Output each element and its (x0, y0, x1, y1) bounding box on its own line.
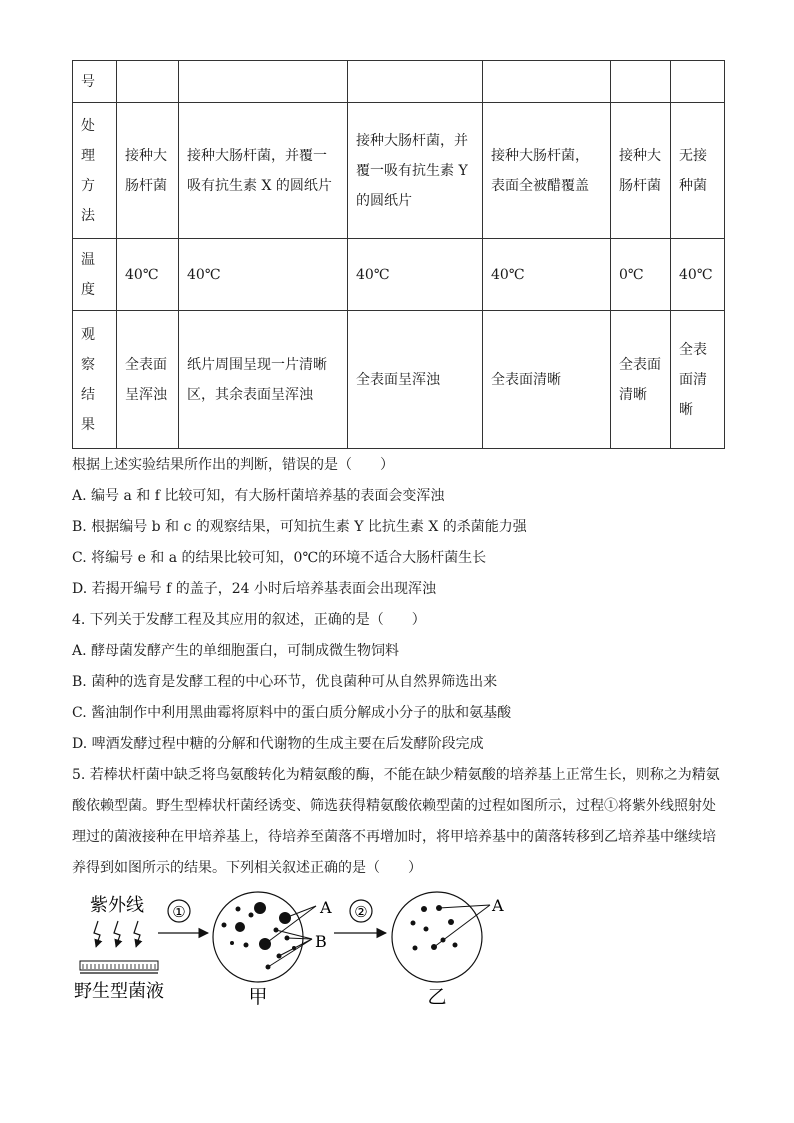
method-cell-d: 接种大肠杆菌， 表面全被醋覆盖 (483, 103, 611, 239)
row-label-temperature: 温 度 (73, 239, 117, 311)
dish-jia (213, 892, 316, 982)
step1-label: ① (172, 903, 186, 921)
q4-stem: 4. 下列关于发酵工程及其应用的叙述，正确的是（ ） (72, 612, 426, 628)
row-label-result: 观 察 结 果 (73, 311, 117, 449)
method-cell-b: 接种大肠杆菌，并覆一 吸有抗生素 X 的圆纸片 (179, 103, 348, 239)
result-cell-b: 纸片周围呈现一片清晰 区，其余表面呈浑浊 (179, 311, 348, 449)
experiment-table (72, 60, 725, 449)
table-cell (179, 61, 348, 103)
step2-label: ② (354, 903, 368, 921)
table-cell (671, 61, 725, 103)
method-cell-f: 无接 种菌 (671, 103, 725, 239)
temp-cell-c: 40℃ (348, 239, 483, 311)
q3-option-d: D. 若揭开编号 f 的盖子，24 小时后培养基表面会出现浑浊 (72, 581, 436, 597)
table-cell (348, 61, 483, 103)
q5-text: 5. 若棒状杆菌中缺乏将鸟氨酸转化为精氨酸的酶，不能在缺少精氨酸的培养基上正常生长，则称之为精氨酸依赖型菌。野生型棒状杆菌经诱变、筛选获得精氨酸依赖型菌的过程如图所示，过程①将紫外线照射处理过的菌液接种在甲培养基上，待培养至菌落不再增加时，将甲培养基中的菌落转移到乙培养基中继续培养得到如图所示的结果。下列相关叙述正确的是（ ） (72, 767, 720, 876)
table-cell (611, 61, 671, 103)
q3-stem: 根据上述实验结果所作出的判断，错误的是（ ） (72, 457, 394, 473)
wild-type-label: 野生型菌液 (74, 981, 164, 1002)
table-cell (117, 61, 179, 103)
petri-plate-wild (80, 961, 158, 973)
result-cell-d: 全表面清晰 (483, 311, 611, 449)
row-label-number: 号 (73, 61, 117, 103)
uv-rays (94, 921, 140, 947)
table-cell (483, 61, 611, 103)
dish-jia-label: 甲 (248, 986, 268, 1008)
result-cell-a: 全表面 呈浑浊 (117, 311, 179, 449)
q3-option-c: C. 将编号 e 和 a 的结果比较可知，0℃的环境不适合大肠杆菌生长 (72, 550, 487, 566)
table-row-result (73, 311, 725, 449)
uv-label: 紫外线 (90, 895, 144, 916)
screening-diagram (72, 885, 532, 1015)
temp-cell-d: 40℃ (483, 239, 611, 311)
q4-option-b: B. 菌种的选育是发酵工程的中心环节，优良菌种可从自然界筛选出来 (72, 674, 498, 690)
temp-cell-f: 40℃ (671, 239, 725, 311)
q4-option-a: A. 酵母菌发酵产生的单细胞蛋白，可制成微生物饲料 (72, 643, 400, 659)
q3-option-a: A. 编号 a 和 f 比较可知，有大肠杆菌培养基的表面会变浑浊 (72, 488, 445, 504)
temp-cell-e: 0℃ (611, 239, 671, 311)
method-cell-a: 接种大 肠杆菌 (117, 103, 179, 239)
dish-yi-label: 乙 (427, 986, 447, 1008)
q4-option-d: D. 啤酒发酵过程中糖的分解和代谢物的生成主要在后发酵阶段完成 (72, 736, 484, 752)
label-b: B (315, 932, 327, 951)
result-cell-e: 全表面 清晰 (611, 311, 671, 449)
method-cell-e: 接种大 肠杆菌 (611, 103, 671, 239)
row-label-method: 处 理 方 法 (73, 103, 117, 239)
q3-option-b: B. 根据编号 b 和 c 的观察结果，可知抗生素 Y 比抗生素 X 的杀菌能力强 (72, 519, 527, 535)
result-cell-c: 全表面呈浑浊 (348, 311, 483, 449)
temp-cell-b: 40℃ (179, 239, 348, 311)
q4-option-c: C. 酱油制作中利用黑曲霉将原料中的蛋白质分解成小分子的肽和氨基酸 (72, 705, 512, 721)
method-cell-c: 接种大肠杆菌，并 覆一吸有抗生素 Y 的圆纸片 (348, 103, 483, 239)
result-cell-f: 全表 面清 晰 (671, 311, 725, 449)
temp-cell-a: 40℃ (117, 239, 179, 311)
table-row-temperature (73, 239, 725, 311)
label-a-yi: A (492, 896, 504, 915)
label-a-jia: A (320, 898, 332, 917)
table-row-number (73, 61, 725, 103)
table-row-method (73, 103, 725, 239)
dish-yi (392, 892, 490, 982)
